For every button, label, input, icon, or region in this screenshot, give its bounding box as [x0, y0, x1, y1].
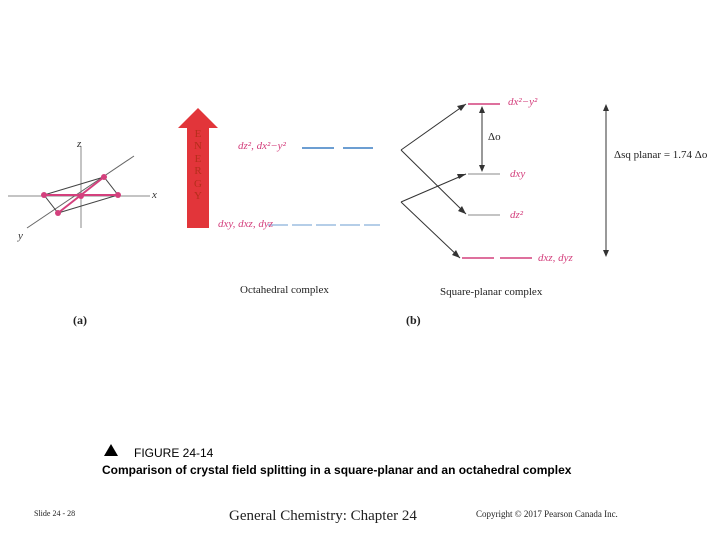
delta-o-head-down — [479, 165, 485, 172]
x-axis-label: x — [152, 189, 157, 201]
corr-arrow-3 — [457, 174, 466, 179]
figure-title: Comparison of crystal field splitting in a square-planar and an octahedral complex — [102, 463, 572, 477]
ligand-4 — [101, 174, 107, 180]
corr-line-3 — [401, 174, 466, 202]
t2g-orbitals-label: dxy, dxz, dyz — [218, 218, 273, 230]
panel-b-label: (b) — [406, 313, 421, 327]
energy-label — [190, 128, 206, 202]
corr-line-1 — [401, 104, 466, 150]
copyright: Copyright © 2017 Pearson Canada Inc. — [476, 509, 618, 519]
course-title: General Chemistry: Chapter 24 — [229, 508, 417, 524]
corr-line-4 — [401, 202, 460, 258]
delta-o-head-up — [479, 106, 485, 113]
energy-letter: E — [194, 152, 202, 165]
z-axis-label: z — [77, 138, 82, 150]
corr-line-2 — [401, 150, 466, 214]
eg-orbitals-label: dz², dx²−y² — [238, 140, 286, 152]
slide-number: Slide 24 - 28 — [34, 509, 76, 518]
level-label-dz2: dz² — [510, 209, 524, 221]
energy-letter: E — [194, 128, 202, 140]
level-label-dxz-dyz: dxz, dyz — [538, 252, 573, 264]
energy-letter: G — [194, 177, 202, 190]
y-axis-label: y — [18, 230, 23, 242]
figure-number: FIGURE 24-14 — [134, 446, 214, 460]
energy-letter: R — [194, 165, 202, 178]
level-label-dxy: dxy — [510, 168, 526, 180]
square-planar-caption: Square-planar complex — [440, 286, 543, 298]
metal-center — [78, 193, 84, 199]
ligand-1 — [41, 192, 47, 198]
panel-a-label: (a) — [73, 313, 87, 327]
energy-letter: N — [194, 140, 202, 153]
octahedral-caption: Octahedral complex — [240, 284, 329, 296]
energy-letter: Y — [194, 190, 202, 203]
delta-sq-label: Δsq planar = 1.74 Δo — [614, 149, 708, 161]
delta-sq-head-up — [603, 104, 609, 111]
ligand-2 — [115, 192, 121, 198]
delta-o-label: Δo — [488, 131, 501, 143]
ligand-3 — [55, 210, 61, 216]
level-label-dx2y2: dx²−y² — [508, 96, 538, 108]
delta-sq-head-down — [603, 250, 609, 257]
triangle-icon — [104, 444, 118, 456]
